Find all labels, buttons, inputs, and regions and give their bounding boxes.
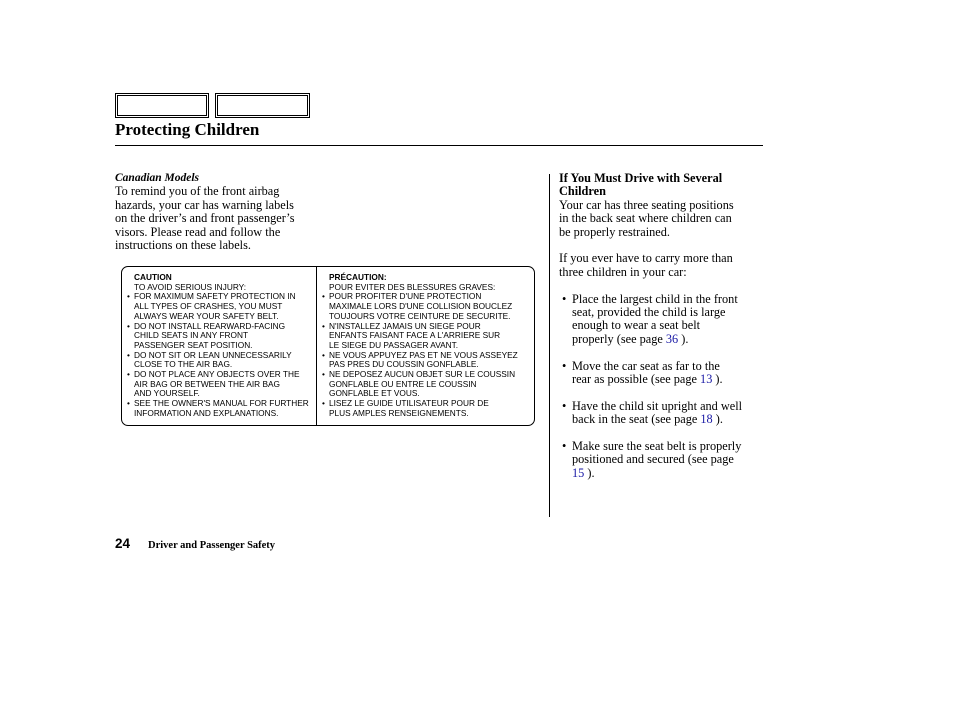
bullet-icon: • xyxy=(562,398,567,413)
label-item-line: DO NOT SIT OR LEAN UNNECESSARILY xyxy=(134,349,292,360)
reference-prefix: rear as possible (see page xyxy=(572,372,701,387)
left-line: instructions on these labels. xyxy=(115,238,251,253)
page-number: 24 xyxy=(115,536,131,551)
label-caution-heading: CAUTION xyxy=(134,272,172,282)
tip-reference xyxy=(572,413,764,426)
para-line: Your car has three seating positions xyxy=(559,197,734,212)
page-link[interactable]: 15 xyxy=(572,465,585,480)
caution-label xyxy=(121,266,535,426)
label-item-line: INFORMATION AND EXPLANATIONS. xyxy=(134,407,279,418)
para-line: in the back seat where children can xyxy=(559,211,732,226)
left-line: To remind you of the front airbag xyxy=(115,184,280,199)
carry-paragraph xyxy=(559,252,764,279)
bullet-icon: • xyxy=(127,369,130,380)
several-children-heading xyxy=(559,172,764,199)
reference-prefix: properly (see page xyxy=(572,331,666,346)
label-item-line: ALWAYS WEAR YOUR SAFETY BELT. xyxy=(134,310,279,321)
column-divider xyxy=(549,174,550,517)
bullet-icon: • xyxy=(322,320,325,331)
left-paragraph xyxy=(115,185,330,252)
label-item-line: LE SIEGE DU PASSAGER AVANT. xyxy=(329,339,459,350)
tip-line: Make sure the seat belt is properly xyxy=(572,439,742,454)
label-precaution-subheading: POUR EVITER DES BLESSURES GRAVES: xyxy=(329,281,496,292)
tip-item xyxy=(559,400,764,427)
right-column xyxy=(559,172,764,480)
page-link[interactable]: 18 xyxy=(700,412,713,427)
label-item xyxy=(322,322,528,351)
tip-reference xyxy=(572,373,764,386)
para-line: be properly restrained. xyxy=(559,224,670,239)
label-caution-subheading: TO AVOID SERIOUS INJURY: xyxy=(134,281,247,292)
label-item-line: CHILD SEATS IN ANY FRONT xyxy=(134,330,249,341)
bullet-icon: • xyxy=(322,349,325,360)
canadian-models-heading: Canadian Models xyxy=(115,172,200,184)
label-item-line: TOUJOURS VOTRE CEINTURE DE SECURITE. xyxy=(329,310,511,321)
page-link[interactable]: 36 xyxy=(665,331,679,346)
tips-list xyxy=(559,293,764,481)
label-item-line: MAXIMALE LORS D'UNE COLLISION BOUCLEZ xyxy=(329,301,513,312)
label-item-line: NE DEPOSEZ AUCUN OBJET SUR LE COUSSIN xyxy=(329,369,516,380)
reference-suffix: ). xyxy=(584,465,595,480)
heading-line: If You Must Drive with Several xyxy=(559,171,723,185)
label-item-line: PASSENGER SEAT POSITION. xyxy=(134,339,253,350)
left-line: visors. Please read and follow the xyxy=(115,224,281,239)
label-item xyxy=(127,370,312,399)
tip-line: Have the child sit upright and well xyxy=(572,398,743,413)
tip-item xyxy=(559,293,764,347)
left-line: on the driver’s and front passenger’s xyxy=(115,211,295,226)
label-item-line: GONFLABLE ET VOUS. xyxy=(329,388,420,399)
bullet-icon: • xyxy=(127,291,130,302)
label-item xyxy=(127,351,312,370)
label-item-line: NE VOUS APPUYEZ PAS ET NE VOUS ASSEYEZ xyxy=(329,349,518,360)
bullet-icon: • xyxy=(562,291,567,306)
label-item-line: PLUS AMPLES RENSEIGNEMENTS. xyxy=(329,407,469,418)
label-item xyxy=(127,322,312,351)
tip-reference xyxy=(572,467,764,480)
bullet-icon: • xyxy=(322,369,325,380)
para-line: three children in your car: xyxy=(559,264,687,279)
label-item xyxy=(127,292,312,321)
reference-suffix: ). xyxy=(712,412,723,427)
label-item-line: CLOSE TO THE AIR BAG. xyxy=(134,359,233,370)
label-item xyxy=(127,399,312,418)
tip-line: Place the largest child in the front xyxy=(572,291,738,306)
section-footer: Driver and Passenger Safety xyxy=(148,540,276,551)
tip-line: seat, provided the child is large xyxy=(572,305,726,320)
label-english xyxy=(127,273,312,419)
label-item-line: DO NOT PLACE ANY OBJECTS OVER THE xyxy=(134,369,300,380)
bullet-icon: • xyxy=(562,358,567,373)
tip-line: Move the car seat as far to the xyxy=(572,358,720,373)
para-line: If you ever have to carry more than xyxy=(559,251,733,266)
label-item-line: ENFANTS FAISANT FACE A L'ARRIERE SUR xyxy=(329,330,501,341)
tip-reference xyxy=(572,333,764,346)
label-item xyxy=(322,399,528,418)
reference-suffix: ). xyxy=(678,331,689,346)
title-rule xyxy=(115,145,763,146)
seating-paragraph xyxy=(559,199,764,239)
label-divider xyxy=(316,267,317,425)
reference-suffix: ). xyxy=(712,372,723,387)
label-english-items xyxy=(127,292,312,418)
bullet-icon: • xyxy=(127,320,130,331)
label-item-line: FOR MAXIMUM SAFETY PROTECTION IN xyxy=(134,291,296,302)
left-column xyxy=(115,172,330,252)
tip-line: enough to wear a seat belt xyxy=(572,318,701,333)
header-tab-1-inner xyxy=(117,95,207,116)
page-title: Protecting Children xyxy=(115,120,260,139)
label-item-line: AIR BAG OR BETWEEN THE AIR BAG xyxy=(134,378,280,389)
bullet-icon: • xyxy=(562,439,567,454)
bullet-icon: • xyxy=(322,398,325,409)
label-item-line: AND YOURSELF. xyxy=(134,388,200,399)
bullet-icon: • xyxy=(127,398,130,409)
page-link[interactable]: 13 xyxy=(700,372,713,387)
bullet-icon: • xyxy=(322,291,325,302)
label-item xyxy=(322,351,528,370)
left-line: hazards, your car has warning labels xyxy=(115,197,294,212)
label-french-items xyxy=(322,292,528,418)
bullet-icon: • xyxy=(127,349,130,360)
heading-line: Children xyxy=(559,184,606,199)
tip-item xyxy=(559,440,764,480)
label-item-line: GONFLABLE OU ENTRE LE COUSSIN xyxy=(329,378,477,389)
label-item xyxy=(322,370,528,399)
label-item-line: ALL TYPES OF CRASHES, YOU MUST xyxy=(134,301,283,312)
tip-line: positioned and secured (see page xyxy=(572,452,734,467)
reference-prefix: back in the seat (see page xyxy=(572,412,701,427)
header-tab-2-inner xyxy=(217,95,308,116)
label-precaution-heading: PRÉCAUTION: xyxy=(329,272,387,282)
tip-item xyxy=(559,360,764,387)
label-french xyxy=(322,273,528,419)
label-item xyxy=(322,292,528,321)
label-item-line: LISEZ LE GUIDE UTILISATEUR POUR DE xyxy=(329,398,489,409)
label-item-line: POUR PROFITER D'UNE PROTECTION xyxy=(329,291,482,302)
label-item-line: N'INSTALLEZ JAMAIS UN SIEGE POUR xyxy=(329,320,481,331)
label-item-line: DO NOT INSTALL REARWARD-FACING xyxy=(134,320,286,331)
label-item-line: SEE THE OWNER'S MANUAL FOR FURTHER xyxy=(134,398,309,409)
label-item-line: PAS PRES DU COUSSIN GONFLABLE. xyxy=(329,359,479,370)
